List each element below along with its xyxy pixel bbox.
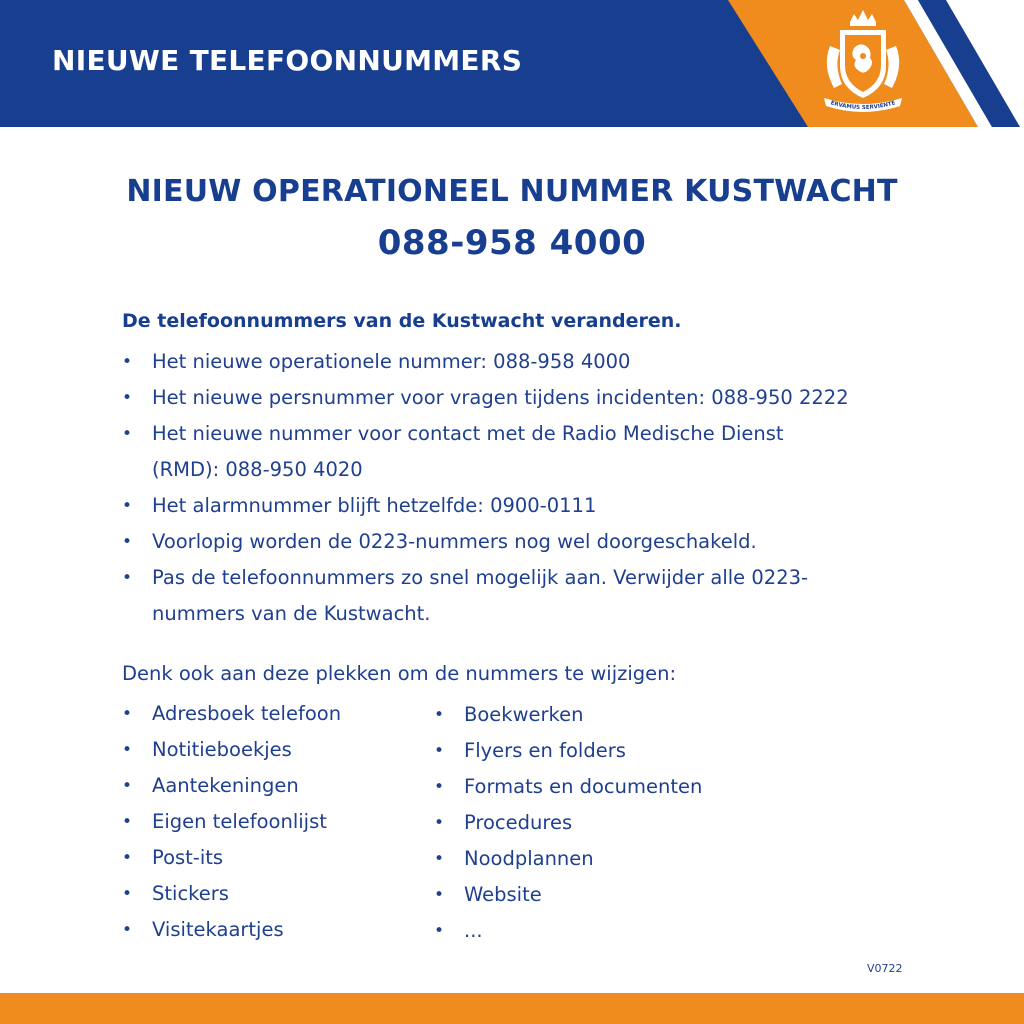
intro-text: De telefoonnummers van de Kustwacht veranderen. (122, 310, 682, 332)
list-item: • Aantekeningen (122, 768, 341, 804)
list-item: • Adresboek telefoon (122, 696, 341, 732)
list-item: • Stickers (122, 876, 341, 912)
kustwacht-emblem-logo (810, 6, 916, 118)
footer-bar (0, 993, 1024, 1024)
list-item: • Website (434, 877, 702, 913)
bullet-list (122, 344, 922, 632)
list-item: • Het alarmnummer blijft hetzelfde: 0900-0111 (122, 488, 922, 524)
list-item: • Boekwerken (434, 697, 702, 733)
list-item: • Het nieuwe nummer voor contact met de Radio Medische Dienst (RMD): 088-950 4020 (122, 416, 812, 488)
list-item: • Noodplannen (434, 841, 702, 877)
header-title: NIEUWE TELEFOONNUMMERS (52, 44, 523, 77)
list-item: • Visitekaartjes (122, 912, 341, 948)
version-code: V0722 (867, 962, 903, 975)
places-list-right (434, 697, 702, 949)
list-item: • Post-its (122, 840, 341, 876)
list-item: • Pas de telefoonnummers zo snel mogelijk aan. Verwijder alle 0223-nummers van de Kustwacht. (122, 560, 812, 632)
header-banner (0, 0, 1024, 127)
title-block (0, 174, 1024, 263)
list-item: • Voorlopig worden de 0223-nummers nog wel doorgeschakeld. (122, 524, 922, 560)
places-intro: Denk ook aan deze plekken om de nummers te wijzigen: (122, 662, 677, 685)
list-item: • ... (434, 913, 702, 949)
operational-number: 088-958 4000 (377, 223, 647, 263)
list-item: • Procedures (434, 805, 702, 841)
list-item: • Formats en documenten (434, 769, 702, 805)
emblem-motto: ERVAMUS SERVIENTE (829, 100, 897, 112)
headline: NIEUW OPERATIONEEL NUMMER KUSTWACHT (126, 174, 898, 209)
list-item: • Flyers en folders (434, 733, 702, 769)
places-list-left (122, 696, 341, 948)
list-item: • Het nieuwe persnummer voor vragen tijdens incidenten: 088-950 2222 (122, 380, 922, 416)
list-item: • Notitieboekjes (122, 732, 341, 768)
list-item: • Het nieuwe operationele nummer: 088-958 4000 (122, 344, 922, 380)
main-content (122, 310, 922, 632)
list-item: • Eigen telefoonlijst (122, 804, 341, 840)
